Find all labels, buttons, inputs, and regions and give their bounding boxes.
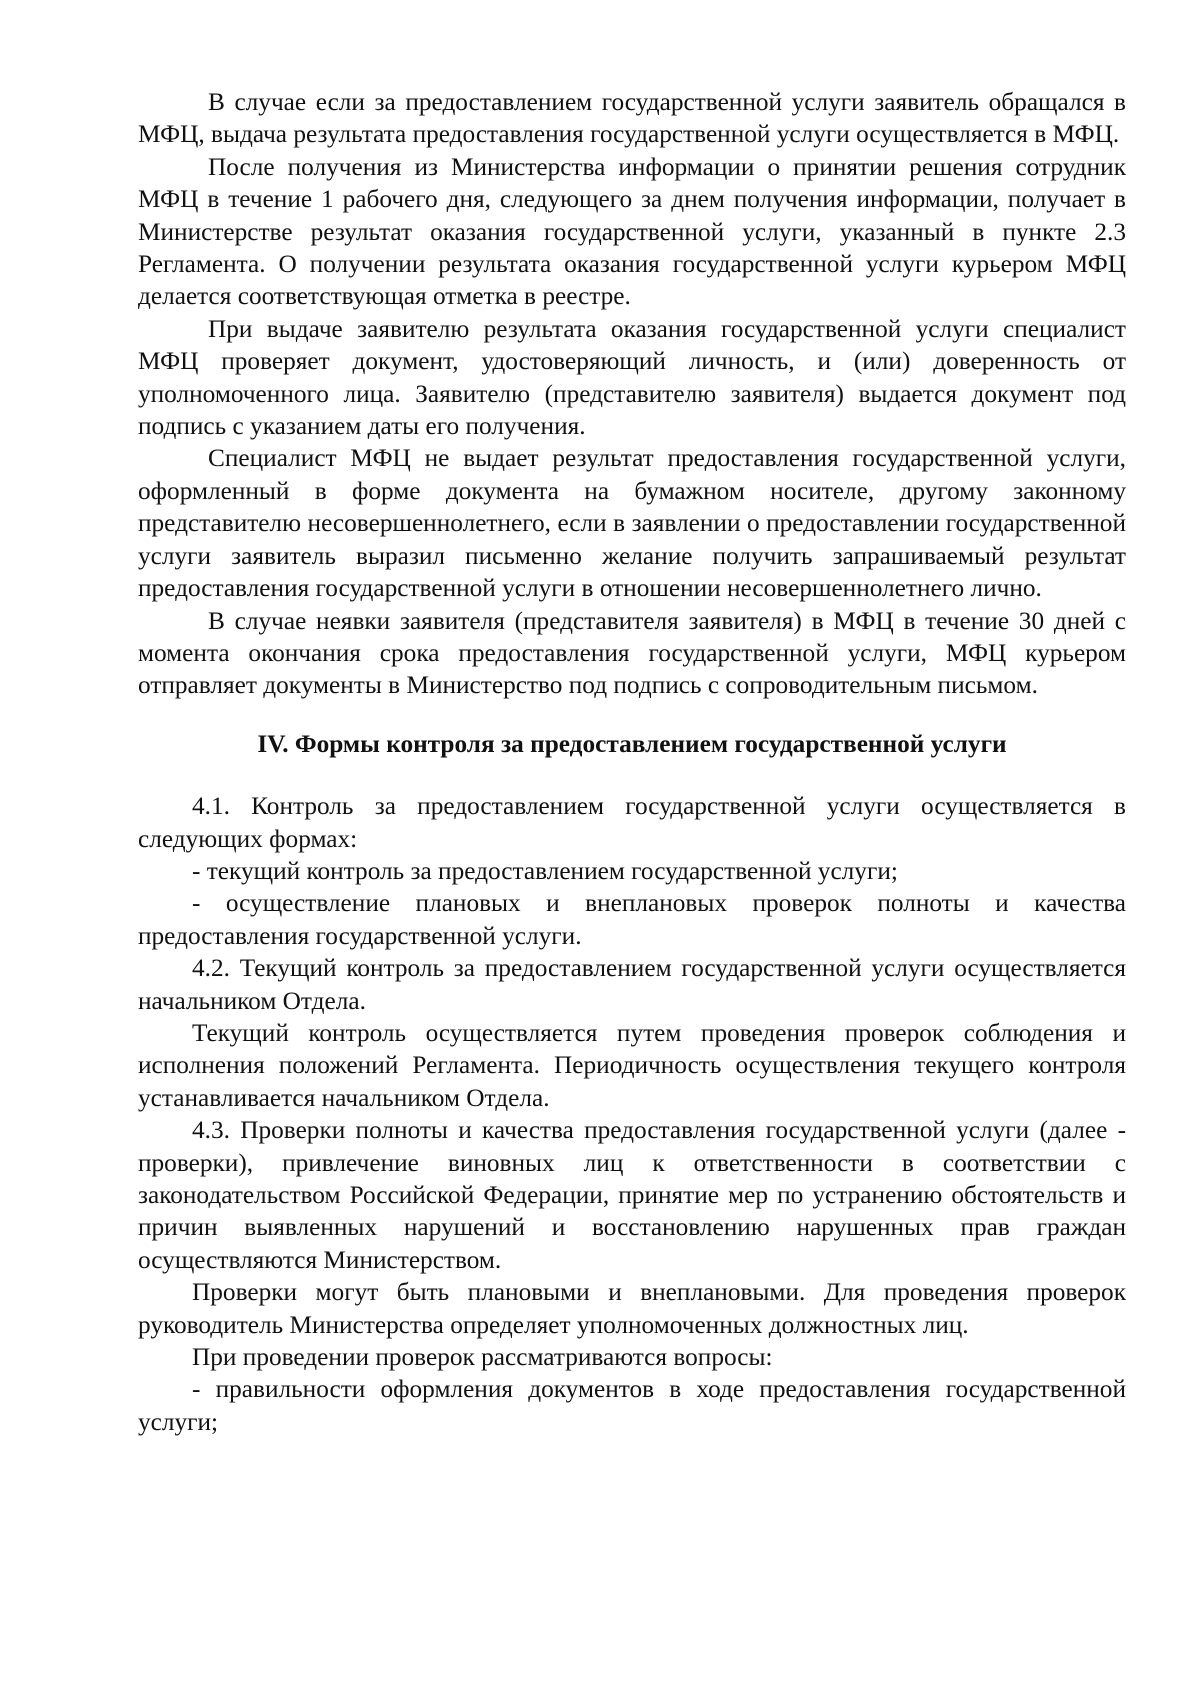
paragraph: 4.3. Проверки полноты и качества предоставления государственной услуги (далее - проверки), привлечение виновных лиц к ответственности в соответствии с законодательством Российской Федерации, принятие мер по устранению обстоятельств и причин выявленных нарушений и восстановлению нарушенных прав граждан осуществляются Министерством.	[138, 1116, 1126, 1274]
document-page	[138, 86, 1126, 1438]
paragraph: Проверки могут быть плановыми и внеплановыми. Для проведения проверок руководитель Министерства определяет уполномоченных должностных лиц.	[138, 1278, 1126, 1339]
list-item: - правильности оформления документов в ходе предоставления государственной услуги;	[138, 1375, 1126, 1436]
paragraph: Текущий контроль осуществляется путем проведения проверок соблюдения и исполнения положений Регламента. Периодичность осуществления текущего контроля устанавливается начальником Отдела.	[138, 1018, 1126, 1112]
paragraph: В случае неявки заявителя (представителя заявителя) в МФЦ в течение 30 дней с момента окончания срока предоставления государственной услуги, МФЦ курьером отправляет документы в Министерство под подпись с сопроводительным письмом.	[138, 606, 1126, 700]
section-heading: IV. Формы контроля за предоставлением государственной услуги	[257, 729, 1007, 758]
paragraph: 4.1. Контроль за предоставлением государственной услуги осуществляется в следующих формах:	[138, 792, 1126, 853]
paragraph: При выдаче заявителю результата оказания государственной услуги специалист МФЦ проверяет документ, удостоверяющий личность, и (или) доверенность от уполномоченного лица. Заявителю (представителю заявителя) выдается документ под подпись с указанием даты его получения.	[138, 314, 1126, 441]
list-item: - текущий контроль за предоставлением государственной услуги;	[192, 856, 898, 885]
paragraph: Специалист МФЦ не выдает результат предоставления государственной услуги, оформленный в форме документа на бумажном носителе, другому законному представителю несовершеннолетнего, если в заявлении о предоставлении государственной услуги заявитель выразил письменно желание получить запрашиваемый результат предоставления государственной услуги в отношении несовершеннолетнего лично.	[138, 444, 1126, 603]
paragraph: 4.2. Текущий контроль за предоставлением государственной услуги осуществляется начальником Отдела.	[138, 954, 1126, 1015]
paragraph: В случае если за предоставлением государственной услуги заявитель обращался в МФЦ, выдача результата предоставления государственной услуги осуществляется в МФЦ.	[138, 88, 1126, 149]
paragraph: После получения из Министерства информации о принятии решения сотрудник МФЦ в течение 1 рабочего дня, следующего за днем получения информации, получает в Министерстве результат оказания государственной услуги, указанный в пункте 2.3 Регламента. О получении результата оказания государственной услуги курьером МФЦ делается соответствующая отметка в реестре.	[138, 152, 1126, 311]
paragraph: При проведении проверок рассматриваются вопросы:	[192, 1343, 773, 1372]
list-item: - осуществление плановых и внеплановых проверок полноты и качества предоставления государственной услуги.	[138, 889, 1126, 950]
